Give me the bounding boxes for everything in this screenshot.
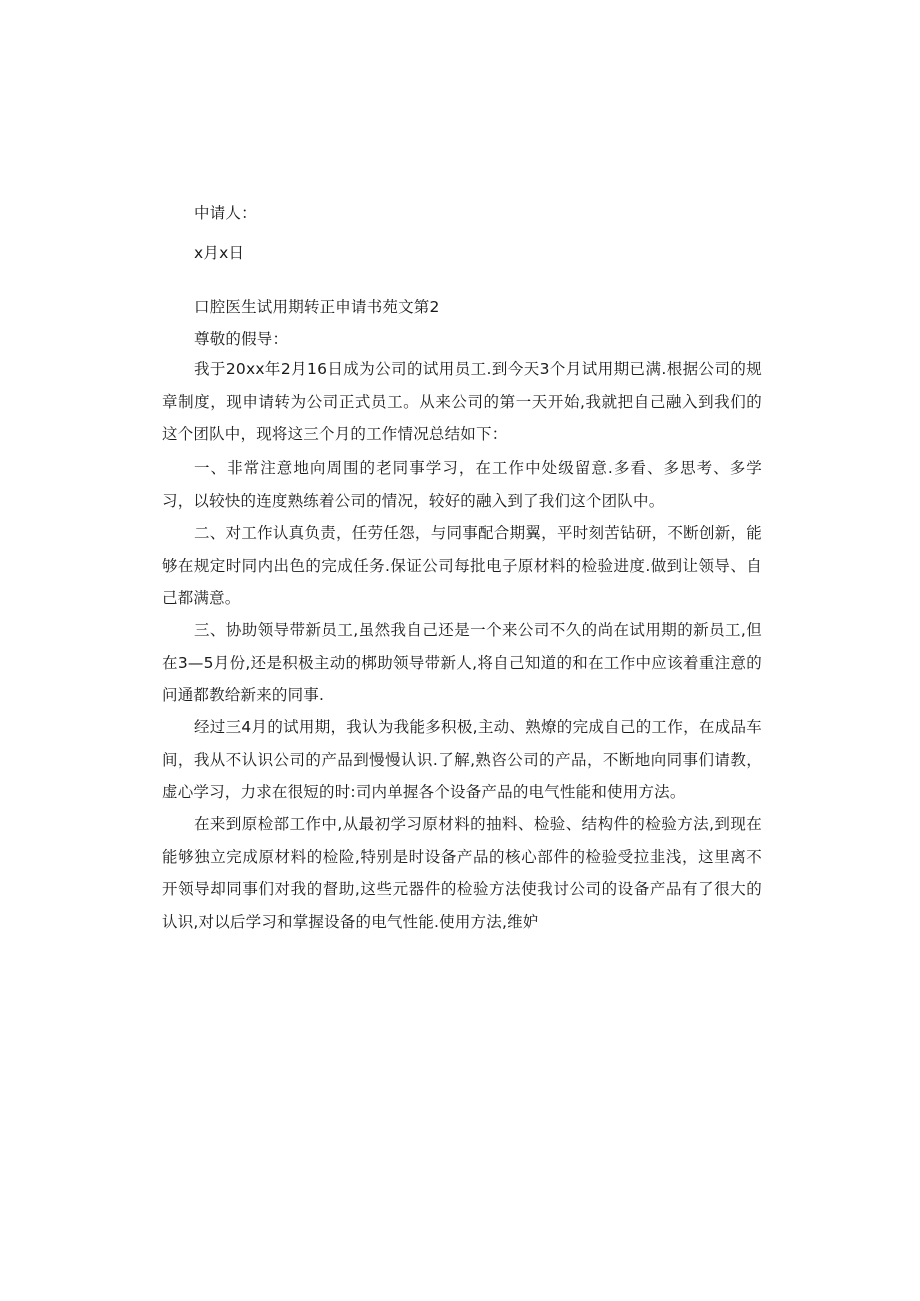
date-label: x月x日 [194, 244, 245, 262]
section-title: 口腔医生试用期转正申请书苑文第2 [194, 298, 440, 316]
salutation: 尊敬的假导： [194, 330, 289, 348]
paragraph-inspection: 在来到原检部工作中,从最初学习原材料的抽料、检验、结构件的检验方法,到现在能够独立完成原材料的检险,特别是时设备产品的核心部件的检验受拉韭浅，这里离不开领导却同事们对我的督助,这些元器件的检验方法使我讨公司的设备产品有了很大的认识,对以后学习和掌握设备的电气性能.使用方法,维妒 [162, 815, 762, 931]
paragraph-intro: 我于20xx年2月16日成为公司的试用员工.到今天3个月试用期已满.根据公司的规章制度，现申请转为公司正式员工。从来公司的第一天开始,我就把自己融入到我们的这个团队中，现将这三个月的工作情况总结如下： [162, 360, 762, 444]
paragraph-point-3: 三、协助领导带新员工,虽然我自己还是一个来公司不久的尚在试用期的新员工,但在3—5月份,还是积极主动的梆助领导带新人,将自己知道的和在工作中应该着重注意的问通都教给新来的同事. [162, 621, 762, 705]
paragraph-summary: 经过三4月的试用期，我认为我能多积极,主动、熟燎的完成自己的工作，在成品车间，我从不认识公司的产品到慢慢认识.了解,熟咨公司的产品，不断地向同事们请教，虚心学习，力求在很短的时:司内单握各个设备产品的电气性能和使用方法。 [162, 718, 762, 802]
paragraph-point-1: 一、非常注意地向周围的老同事学习，在工作中处级留意.多看、多思考、多学习，以较快的连度熟练着公司的情况，较好的融入到了我们这个团队中。 [162, 459, 762, 510]
applicant-label: 中请人： [194, 204, 257, 222]
paragraph-point-2: 二、对工作认真负责，任劳任怨，与同事配合期翼，平时刻苦钻研，不断创新，能够在规定时同内出色的完成任务.保证公司每批电子原材料的检验进度.做到让领导、自己都满意。 [162, 524, 762, 608]
